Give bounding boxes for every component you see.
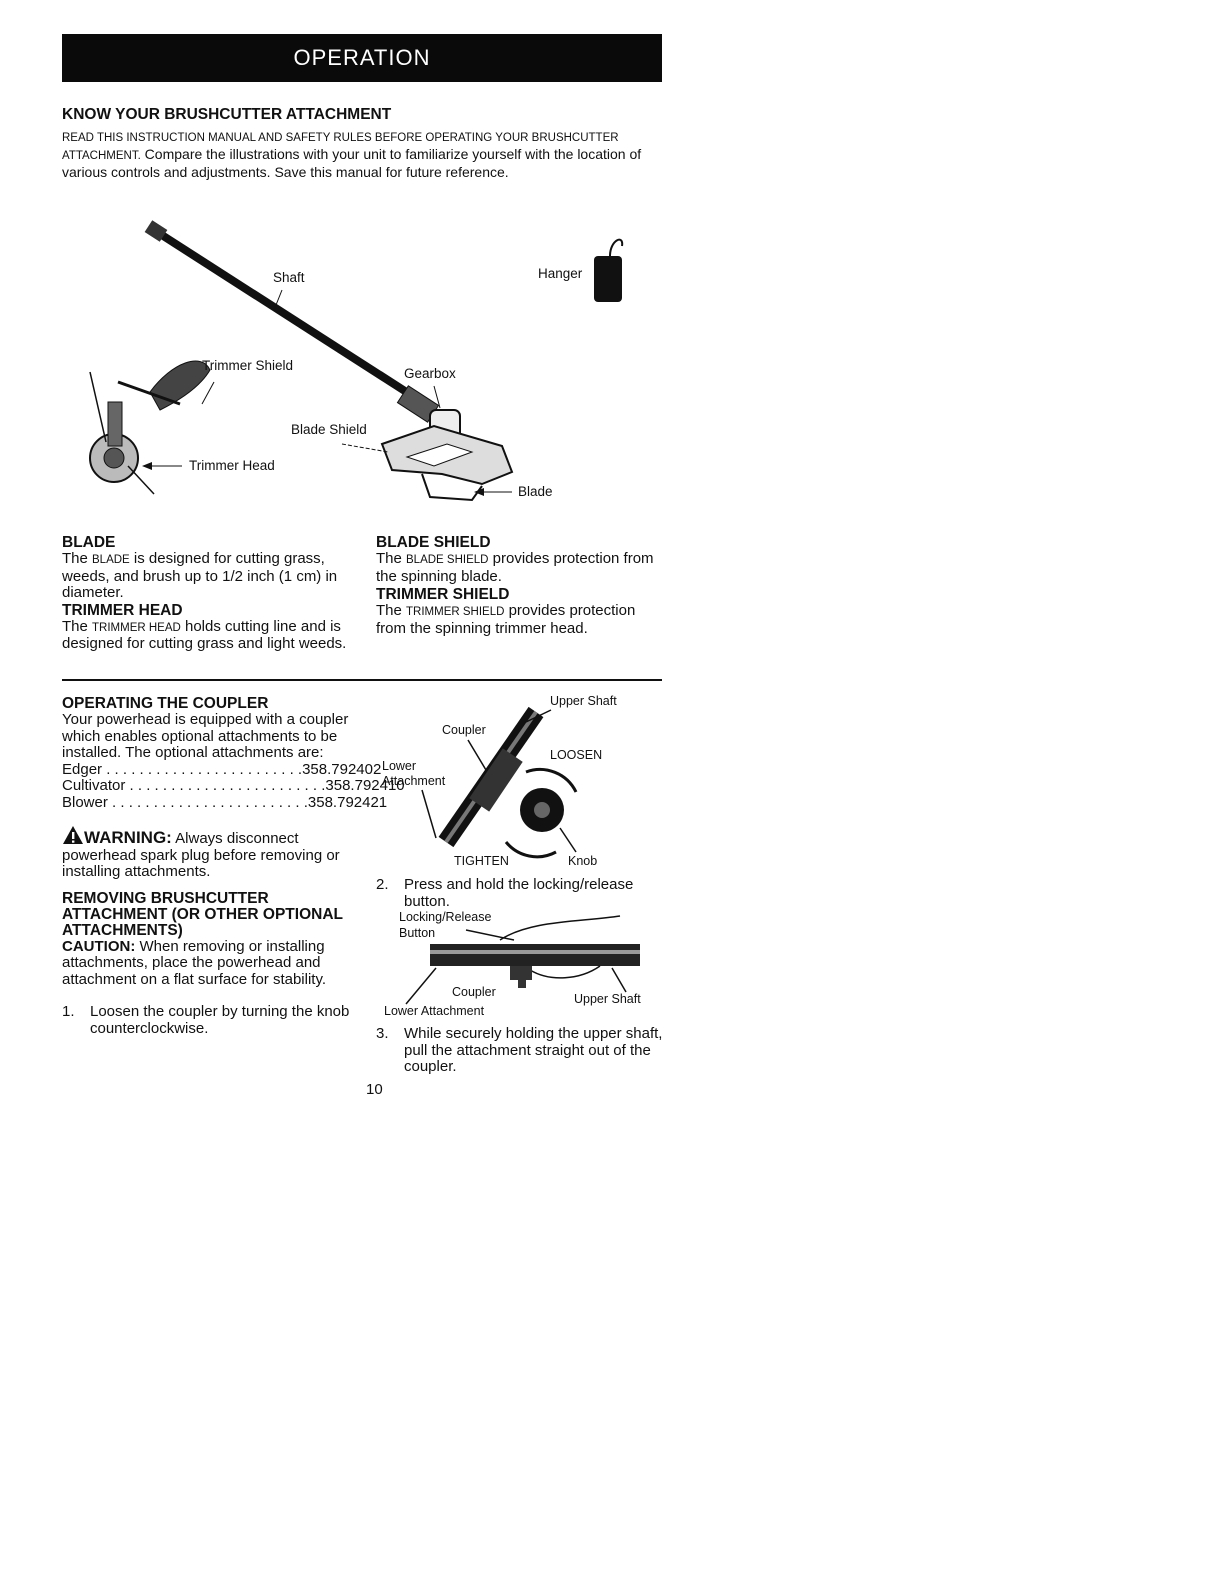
- caution-label: CAUTION:: [62, 937, 136, 955]
- label-loosen: LOOSEN: [550, 748, 603, 762]
- attachment-row: Cultivator . . . . . . . . . . . . . . . . . . . . . . . . 358.792410: [62, 777, 405, 794]
- label-locking-release: Locking/Release: [399, 910, 492, 924]
- label-blade-shield: Blade Shield: [291, 422, 367, 437]
- brushcutter-diagram: [62, 212, 662, 512]
- section-banner: [62, 34, 662, 82]
- step-3: 3. While securely holding the upper shaft, pull the attachment straight out of the coupler.: [376, 1025, 663, 1075]
- label-knob: Knob: [568, 854, 598, 868]
- intro-paragraph: [62, 128, 652, 180]
- label-blade: Blade: [518, 484, 553, 499]
- label-lower-attachment: Lower Attachment: [384, 1004, 485, 1018]
- parts-left-column: [62, 535, 357, 653]
- section-title: OPERATION: [293, 45, 431, 70]
- parts-right-column: [376, 535, 666, 637]
- label-button: Button: [399, 926, 436, 940]
- label-tighten: TIGHTEN: [454, 854, 509, 868]
- section-divider: [62, 679, 662, 681]
- warning-block: [62, 825, 352, 881]
- label-attachment: Attachment: [382, 774, 446, 788]
- trimmer-head-description: The TRIMMER HEAD holds cutting line and is designed for cutting grass and light weeds.: [62, 617, 347, 652]
- label-trimmer-head: Trimmer Head: [189, 458, 275, 473]
- coupler-left-column: [62, 695, 405, 1037]
- caution-text: When removing or installing attachments, place the powerhead and attachment on a flat surface for stability.: [62, 937, 327, 988]
- step-1: 1. Loosen the coupler by turning the knob counterclockwise.: [62, 1003, 350, 1037]
- label-lower: Lower: [382, 759, 417, 773]
- step-2: 2. Press and hold the locking/release button.: [376, 876, 634, 910]
- trimmer-shield-heading: TRIMMER SHIELD: [376, 586, 510, 603]
- release-button-diagram: [380, 910, 670, 1022]
- warning-icon: [62, 825, 84, 845]
- attachment-row: Blower . . . . . . . . . . . . . . . . . . . . . . . . 358.792421: [62, 793, 388, 811]
- label-upper-shaft-2: Upper Shaft: [574, 992, 641, 1006]
- intro-rest: Compare the illustrations with your unit to familiarize yourself with the location of various controls and adjustments. Save this manual for future reference.: [62, 146, 642, 180]
- label-coupler-2: Coupler: [452, 985, 496, 999]
- attachment-row: Edger . . . . . . . . . . . . . . . . . . . . . . . . 358.792402: [62, 760, 382, 778]
- know-heading: KNOW YOUR BRUSHCUTTER ATTACHMENT: [62, 106, 392, 123]
- label-shaft: Shaft: [273, 270, 305, 285]
- label-hanger: Hanger: [538, 266, 583, 281]
- coupler-body: Your powerhead is equipped with a coupler which enables optional attachments to be installed. The optional attachments are:: [62, 711, 349, 761]
- blade-shield-description: The BLADE SHIELD provides protection from the spinning blade.: [376, 550, 654, 585]
- removing-heading: REMOVING BRUSHCUTTER ATTACHMENT (OR OTHER OPTIONAL ATTACHMENTS): [62, 889, 343, 939]
- warning-label: WARNING:: [84, 828, 172, 847]
- blade-description: The BLADE is designed for cutting grass, weeds, and brush up to 1/2 inch (1 cm) in diameter.: [62, 550, 338, 601]
- trimmer-shield-description: The TRIMMER SHIELD provides protection from the spinning trimmer head.: [376, 602, 636, 637]
- label-upper-shaft: Upper Shaft: [550, 694, 617, 708]
- trimmer-head-heading: TRIMMER HEAD: [62, 601, 183, 619]
- label-coupler: Coupler: [442, 723, 486, 737]
- label-trimmer-shield: Trimmer Shield: [202, 358, 294, 373]
- blade-shield-heading: BLADE SHIELD: [376, 534, 491, 551]
- label-gearbox: Gearbox: [404, 366, 456, 381]
- attachment-list: [62, 760, 405, 812]
- page-number: 10: [366, 1081, 383, 1098]
- brushcutter-illustration: [62, 212, 662, 512]
- coupler-knob-diagram: [376, 692, 666, 872]
- intro-caps: READ THIS INSTRUCTION MANUAL AND SAFETY RULES BEFORE OPERATING YOUR BRUSHCUTTER ATTACHMENT.: [62, 132, 619, 162]
- blade-heading: BLADE: [62, 534, 116, 551]
- warning-text: Always disconnect powerhead spark plug before removing or installing attachments.: [62, 830, 340, 880]
- caution-block: [62, 939, 352, 989]
- coupler-heading: OPERATING THE COUPLER: [62, 695, 269, 712]
